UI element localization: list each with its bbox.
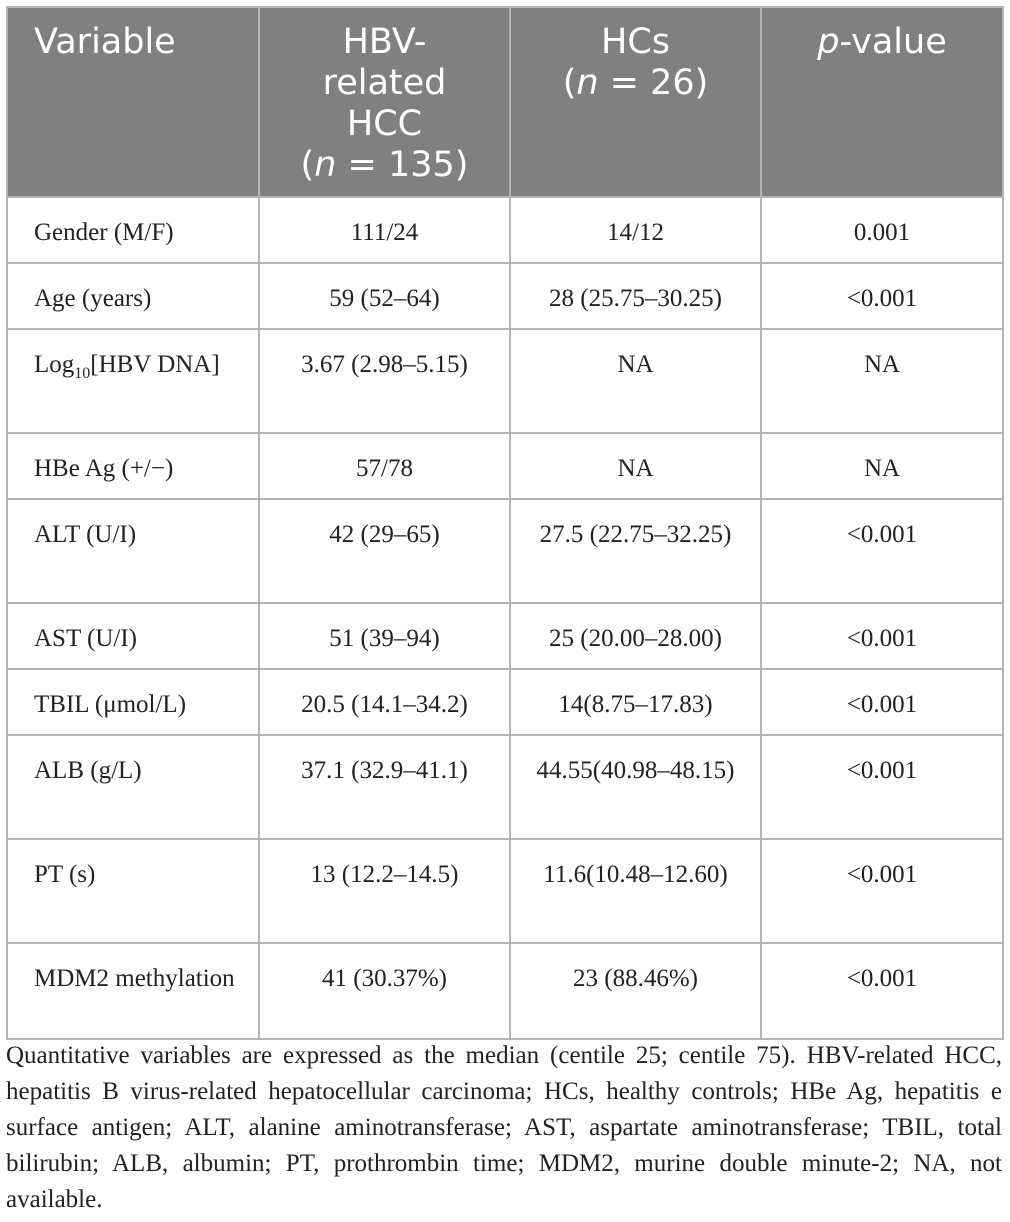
cell-variable: AST (U/I) xyxy=(7,603,259,669)
cell-hcs: 44.55(40.98–48.15) xyxy=(510,735,761,839)
cell-variable: Age (years) xyxy=(7,263,259,329)
cell-hbv-hcc: 37.1 (32.9–41.1) xyxy=(259,735,510,839)
cell-p-value: NA xyxy=(761,329,1003,433)
cell-p-value: <0.001 xyxy=(761,263,1003,329)
cell-hcs: NA xyxy=(510,433,761,499)
cell-p-value: <0.001 xyxy=(761,943,1003,1039)
cell-hcs: 14(8.75–17.83) xyxy=(510,669,761,735)
data-table xyxy=(6,6,1004,1040)
table-row xyxy=(7,329,1003,433)
cell-variable: MDM2 methylation xyxy=(7,943,259,1039)
cell-hbv-hcc: 57/78 xyxy=(259,433,510,499)
header-hbv-hcc-n: (n = 135) xyxy=(300,145,469,185)
table-row xyxy=(7,263,1003,329)
cell-variable: Gender (M/F) xyxy=(7,197,259,263)
cell-hcs: 28 (25.75–30.25) xyxy=(510,263,761,329)
cell-hbv-hcc: 111/24 xyxy=(259,197,510,263)
cell-variable: TBIL (μmol/L) xyxy=(7,669,259,735)
cell-hbv-hcc: 3.67 (2.98–5.15) xyxy=(259,329,510,433)
header-hcs-line1: HCs xyxy=(601,22,670,62)
cell-variable: ALB (g/L) xyxy=(7,735,259,839)
cell-p-value: <0.001 xyxy=(761,669,1003,735)
header-hcs xyxy=(510,7,761,197)
cell-hcs: 11.6(10.48–12.60) xyxy=(510,839,761,943)
cell-variable: HBe Ag (+/−) xyxy=(7,433,259,499)
cell-variable: PT (s) xyxy=(7,839,259,943)
cell-hcs: NA xyxy=(510,329,761,433)
table-row xyxy=(7,499,1003,603)
cell-variable: Log$_{10}$[HBV DNA] xyxy=(7,329,259,433)
cell-hbv-hcc: 20.5 (14.1–34.2) xyxy=(259,669,510,735)
cell-p-value: 0.001 xyxy=(761,197,1003,263)
cell-p-value: NA xyxy=(761,433,1003,499)
table-row xyxy=(7,839,1003,943)
table-row xyxy=(7,197,1003,263)
header-hbv-hcc-line3: HCC xyxy=(346,104,423,144)
cell-variable: ALT (U/I) xyxy=(7,499,259,603)
cell-hbv-hcc: 41 (30.37%) xyxy=(259,943,510,1039)
cell-p-value: <0.001 xyxy=(761,839,1003,943)
header-variable: Variable xyxy=(7,7,259,197)
table-row xyxy=(7,433,1003,499)
cell-hcs: 23 (88.46%) xyxy=(510,943,761,1039)
cell-p-value: <0.001 xyxy=(761,603,1003,669)
header-row xyxy=(7,7,1003,197)
table-row xyxy=(7,943,1003,1039)
cell-p-value: <0.001 xyxy=(761,735,1003,839)
table-row xyxy=(7,669,1003,735)
cell-hbv-hcc: 13 (12.2–14.5) xyxy=(259,839,510,943)
cell-hcs: 25 (20.00–28.00) xyxy=(510,603,761,669)
cell-hcs: 14/12 xyxy=(510,197,761,263)
header-hcs-n: (n = 26) xyxy=(562,63,709,103)
header-p-value: p-value xyxy=(761,7,1003,197)
cell-hbv-hcc: 59 (52–64) xyxy=(259,263,510,329)
cell-hcs: 27.5 (22.75–32.25) xyxy=(510,499,761,603)
header-hbv-hcc-line2: related xyxy=(322,63,447,103)
table-row xyxy=(7,735,1003,839)
table-footnote: Quantitative variables are expressed as the median (centile 25; centile 75). HBV-related HCC, hepatitis B virus-related hepatocellular carcinoma; HCs, healthy controls; HBe Ag, hepatitis e surface antigen; ALT, alanine aminotransferase; AST, aspartate aminotransferase; TBIL, total bilirubin; ALB, albumin; PT, prothrombin time; MDM2, murine double minute-2; NA, not available. xyxy=(6,1042,1002,1213)
header-hbv-hcc-line1: HBV- xyxy=(342,22,427,62)
cell-p-value: <0.001 xyxy=(761,499,1003,603)
cell-hbv-hcc: 42 (29–65) xyxy=(259,499,510,603)
cell-hbv-hcc: 51 (39–94) xyxy=(259,603,510,669)
header-hbv-hcc xyxy=(259,7,510,197)
table-row xyxy=(7,603,1003,669)
